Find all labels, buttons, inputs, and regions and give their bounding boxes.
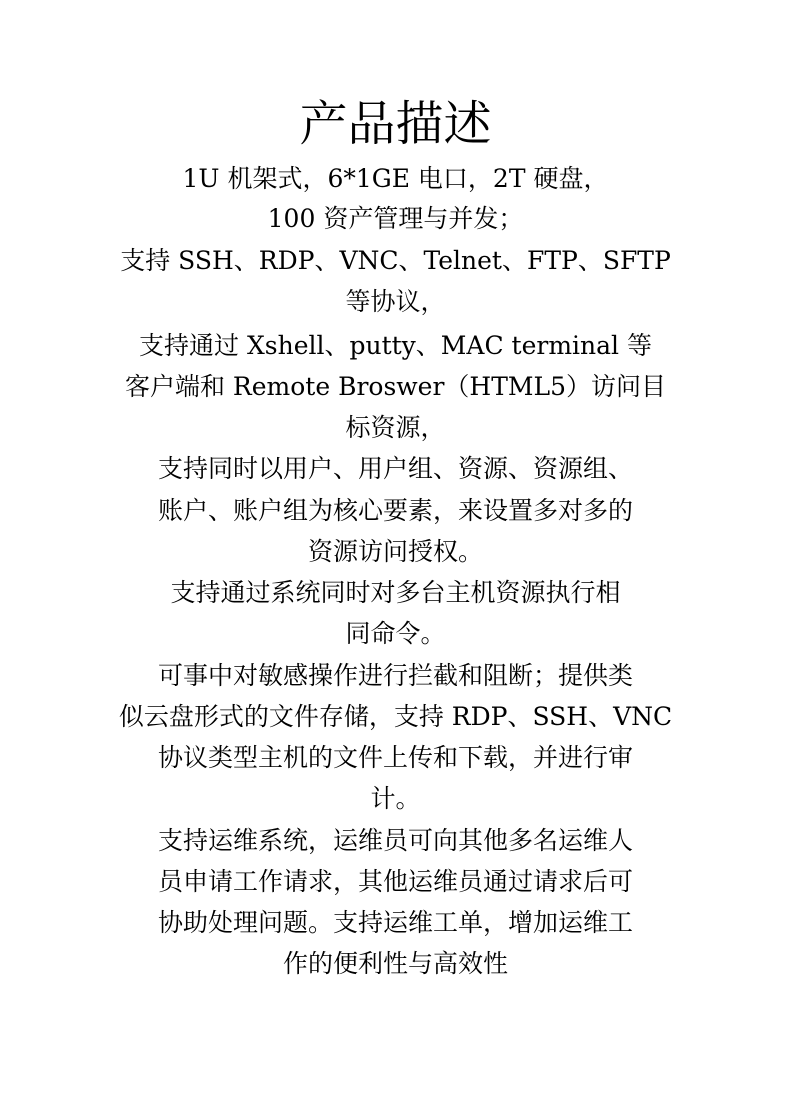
description-line: 支持运维系统，运维员可向其他多名运维人 bbox=[157, 826, 633, 855]
description-line: 等协议， bbox=[345, 287, 446, 316]
description-line: 员申请工作请求，其他运维员通过请求后可 bbox=[157, 867, 633, 896]
document-title: 产品描述 bbox=[299, 96, 492, 152]
description-line: 似云盘形式的文件存储，支持 RDP、SSH、VNC bbox=[118, 702, 673, 731]
description-line: 支持同时以用户、用户组、资源、资源组、 bbox=[157, 454, 633, 483]
description-line: 协议类型主机的文件上传和下载，并进行审 bbox=[157, 743, 633, 772]
description-line: 支持 SSH、RDP、VNC、Telnet、FTP、SFTP bbox=[120, 246, 671, 275]
description-line: 同命令。 bbox=[345, 619, 446, 648]
description-line: 客户端和 Remote Broswer（HTML5）访问目 bbox=[124, 372, 667, 401]
description-line: 协助处理问题。支持运维工单，增加运维工 bbox=[157, 908, 633, 937]
description-line: 100 资产管理与并发； bbox=[267, 204, 524, 233]
description-line: 可事中对敏感操作进行拦截和阻断；提供类 bbox=[157, 661, 633, 690]
description-line: 标资源， bbox=[345, 413, 446, 442]
description-line: 资源访问授权。 bbox=[307, 537, 483, 566]
description-line: 1U 机架式，6*1GE 电口，2T 硬盘， bbox=[182, 164, 609, 193]
description-line: 账户、账户组为核心要素，来设置多对多的 bbox=[157, 496, 633, 525]
description-line: 计。 bbox=[370, 784, 421, 813]
description-line: 支持通过 Xshell、putty、MAC terminal 等 bbox=[139, 331, 652, 360]
description-line: 作的便利性与高效性 bbox=[282, 949, 508, 978]
description-line: 支持通过系统同时对多台主机资源执行相 bbox=[170, 578, 621, 607]
